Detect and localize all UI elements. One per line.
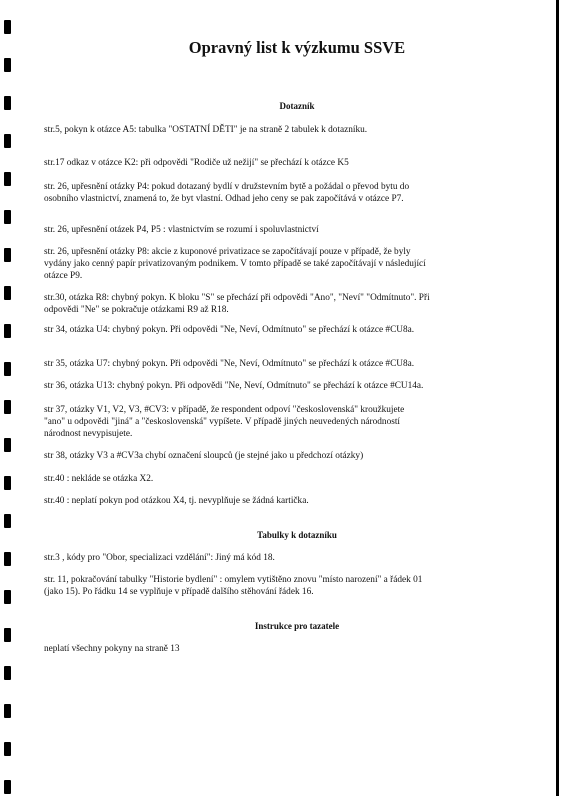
paragraph-line: vydány jako cenný papír privatizovaným podnikem. V tomto případě se také započítávají v následující [44,259,426,269]
paragraph-line: str 34, otázka U4: chybný pokyn. Při odpovědi "Ne, Neví, Odmítnuto" se přechází k otázce #CU8a. [44,325,415,335]
margin-mark [4,210,11,224]
margin-mark [4,780,11,794]
paragraph [44,224,514,236]
paragraph [44,380,514,392]
paragraph-line: str. 26, upřesnění otázek P4, P5 : vlastnictvím se rozumí i spoluvlastnictví [44,225,319,235]
section-heading-tabulky: Tabulky k dotazníku [257,530,337,540]
margin-mark [4,96,11,110]
paragraph [44,292,514,316]
margin-mark [4,362,11,376]
paragraph-line: národnost nevypisujete. [44,429,133,439]
paragraph-line: otázce P9. [44,271,83,281]
paragraph-line: str. 11, pokračování tabulky "Historie bydlení" : omylem vytištěno znovu "místo narození" a řádek 01 [44,575,423,585]
paragraph-line: str 38, otázky V3 a #CV3a chybí označení sloupců (je stejné jako u předchozí otázky) [44,451,364,461]
margin-mark [4,552,11,566]
paragraph [44,404,514,440]
margin-mark [4,666,11,680]
document-title: Opravný list k výzkumu SSVE [188,38,406,57]
margin-mark [4,514,11,528]
paragraph-line: str.40 : neplatí pokyn pod otázkou X4, tj. nevyplňuje se žádná kartička. [44,496,309,506]
paragraph [44,181,514,205]
paragraph-line: str.30, otázka R8: chybný pokyn. K bloku "S" se přechází při odpovědi "Ano", "Neví" "Odmítnuto". Při [44,293,430,303]
margin-mark [4,172,11,186]
margin-mark [4,438,11,452]
paragraph-line: odpovědi "Ne" se pokračuje otázkami R9 až R18. [44,305,229,315]
margin-mark [4,400,11,414]
section-heading-dotaznik: Dotazník [279,101,315,111]
paragraph-line: (jako 15). Po řádku 14 se vyplňuje v případě dalšího stěhování řádek 16. [44,587,314,597]
margin-mark [4,134,11,148]
paragraph-line: str 37, otázky V1, V2, V3, #CV3: v případě, že respondent odpoví "československá" kroužkujete [44,405,405,415]
paragraph-line: str. 26, upřesnění otázky P4: pokud dotazaný bydlí v družstevním bytě a požádal o převod bytu do [44,182,410,192]
paragraph [44,643,514,655]
paragraph-line: str. 26, upřesnění otázky P8: akcie z kuponové privatizace se započítávají pouze v případě, že byly [44,247,411,257]
paragraph [44,552,514,564]
paragraph-line: osobního vlastnictví, znamená to, že byt vlastní. Odhad jeho ceny se pak započítává v otázce P7. [44,194,404,204]
margin-mark [4,248,11,262]
paragraph [44,473,514,485]
margin-mark [4,476,11,490]
paragraph-line: neplatí všechny pokyny na straně 13 [44,644,180,654]
margin-mark [4,286,11,300]
paragraph-line: str 35, otázka U7: chybný pokyn. Při odpovědi "Ne, Neví, Odmítnuto" se přechází k otázce #CU8a. [44,359,415,369]
paragraph-line: str.17 odkaz v otázce K2: při odpovědi "Rodiče už nežijí" se přechází k otázce K5 [44,158,349,168]
paragraph [44,124,514,136]
margin-mark [4,20,11,34]
margin-mark [4,704,11,718]
margin-mark [4,590,11,604]
scan-left-margin-marks [0,0,14,796]
margin-mark [4,58,11,72]
scan-right-edge-line [556,0,559,796]
margin-mark [4,628,11,642]
section-heading-instrukce: Instrukce pro tazatele [254,621,340,631]
margin-mark [4,742,11,756]
paragraph [44,574,514,598]
margin-mark [4,324,11,338]
paragraph [44,495,514,507]
paragraph [44,358,514,370]
paragraph-line: str 36, otázka U13: chybný pokyn. Při odpovědi "Ne, Neví, Odmítnuto" se přechází k otázce #CU14a. [44,381,424,391]
paragraph [44,157,514,169]
paragraph [44,246,514,282]
paragraph-line: str.3 , kódy pro "Obor, specializaci vzdělání": Jiný má kód 18. [44,553,275,563]
paragraph-line: str.40 : nekláde se otázka X2. [44,474,154,484]
paragraph [44,324,514,336]
paragraph [44,450,514,462]
paragraph-line: "ano" u odpovědi "jiná" a "československá" vypíšete. V případě jiných neuvedených národností [44,417,401,427]
paragraph-line: str.5, pokyn k otázce A5: tabulka "OSTATNÍ DĚTI" je na straně 2 tabulek k dotazníku. [44,125,368,135]
